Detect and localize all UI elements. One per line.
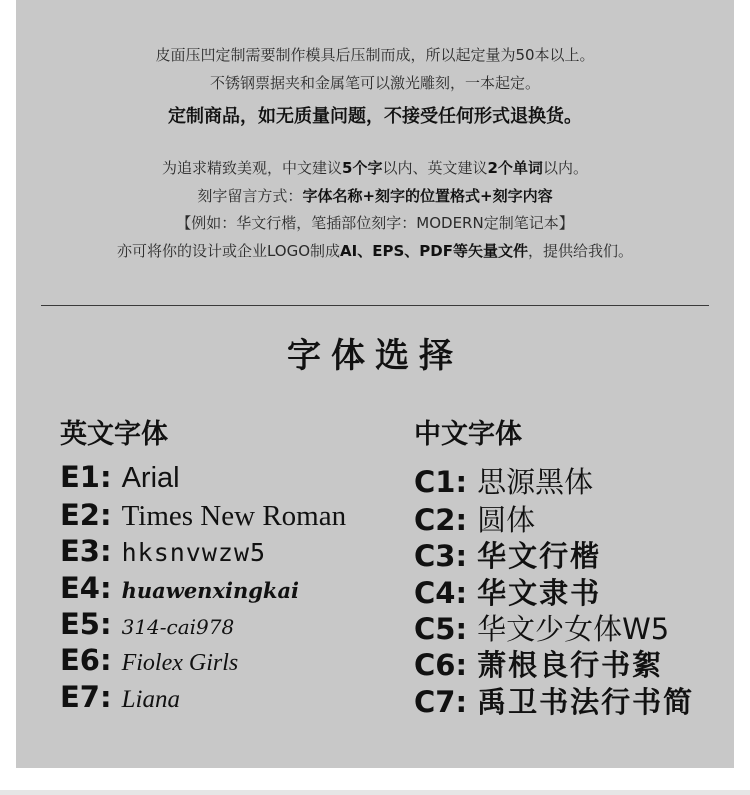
notice-line-4-e: 以内。: [542, 159, 588, 177]
font-name: Liana: [121, 686, 180, 713]
chinese-font-c1: [414, 460, 594, 499]
notice-line-7-a: 亦可将你的设计或企业LOGO制成: [116, 242, 341, 260]
section-title: 字体选择: [287, 336, 463, 376]
font-code: C1:: [414, 465, 468, 499]
font-code: E6:: [60, 643, 112, 677]
chinese-font-c2: [414, 498, 536, 537]
english-font-e2: [60, 498, 346, 534]
chinese-font-c6: [414, 643, 664, 682]
notice-line-1: 皮面压凹定制需要制作模具后压制而成，所以起定量为50本以上。: [155, 46, 595, 64]
notice-line-5-b: 字体名称+刻字的位置格式+刻字内容: [302, 187, 553, 205]
notice-line-6: 【例如：华文行楷，笔插部位刻字：MODERN定制笔记本】: [176, 214, 574, 232]
chinese-font-c7: [414, 680, 695, 719]
english-font-e6: [60, 643, 238, 679]
notice-line-4-a: 为追求精致美观，中文建议: [162, 159, 343, 177]
english-font-e3: [60, 534, 266, 570]
notice-line-4-c: 以内、英文建议: [382, 159, 488, 177]
font-name: 华文行楷: [477, 539, 602, 573]
chinese-font-c5: [414, 607, 670, 646]
english-font-e1: [60, 460, 180, 496]
font-code: C3:: [414, 539, 468, 573]
notice-line-2: 不锈钢票据夹和金属笔可以激光雕刻，一本起定。: [209, 74, 540, 92]
font-code: C4:: [414, 576, 468, 610]
font-name: 萧根良行书絮: [477, 648, 664, 682]
notice-line-7-c: ，提供给我们。: [527, 242, 633, 260]
font-name: 思源黑体: [477, 465, 594, 499]
notice-line-3: 定制商品，如无质量问题，不接受任何形式退换货。: [168, 106, 582, 127]
chinese-font-c3: [414, 534, 602, 573]
english-fonts-heading: 英文字体: [60, 419, 168, 450]
notice-line-5-a: 刻字留言方式：: [197, 187, 303, 205]
font-code: E5:: [60, 607, 112, 641]
font-info-panel: [16, 0, 734, 768]
font-code: C2:: [414, 503, 468, 537]
section-divider: [41, 305, 709, 306]
chinese-font-c4: [414, 571, 602, 610]
font-name: Times New Roman: [121, 500, 347, 532]
english-font-e7: [60, 680, 180, 716]
font-name: 圆体: [477, 503, 536, 537]
font-code: E1:: [60, 460, 112, 494]
font-code: E7:: [60, 680, 112, 714]
notice-line-5: [16, 185, 734, 206]
font-name: 314-cai978: [121, 615, 235, 639]
font-name: huawenxingkai: [121, 578, 300, 603]
font-name: Fiolex Girls: [121, 650, 239, 676]
font-name: 禹卫书法行书简: [477, 685, 695, 719]
notice-line-4-d: 2个单词: [487, 159, 543, 177]
chinese-fonts-heading: 中文字体: [414, 419, 522, 450]
font-code: C7:: [414, 685, 468, 719]
font-code: E3:: [60, 534, 112, 568]
font-name: 华文隶书: [477, 576, 602, 610]
notice-line-4: [16, 157, 734, 178]
notice-line-7-b: AI、EPS、PDF等矢量文件: [340, 242, 528, 260]
font-code: C5:: [414, 612, 468, 646]
english-font-e4: [60, 571, 299, 607]
font-code: E4:: [60, 571, 112, 605]
font-name: hksnvwzw5: [121, 538, 267, 567]
notice-line-4-b: 5个字: [342, 159, 383, 177]
english-font-e5: [60, 607, 234, 643]
font-code: E2:: [60, 498, 112, 532]
bottom-strip: [0, 790, 750, 795]
notice-line-7: [16, 240, 734, 261]
font-code: C6:: [414, 648, 468, 682]
font-name: Arial: [121, 462, 180, 494]
font-name: 华文少女体W5: [477, 612, 670, 646]
